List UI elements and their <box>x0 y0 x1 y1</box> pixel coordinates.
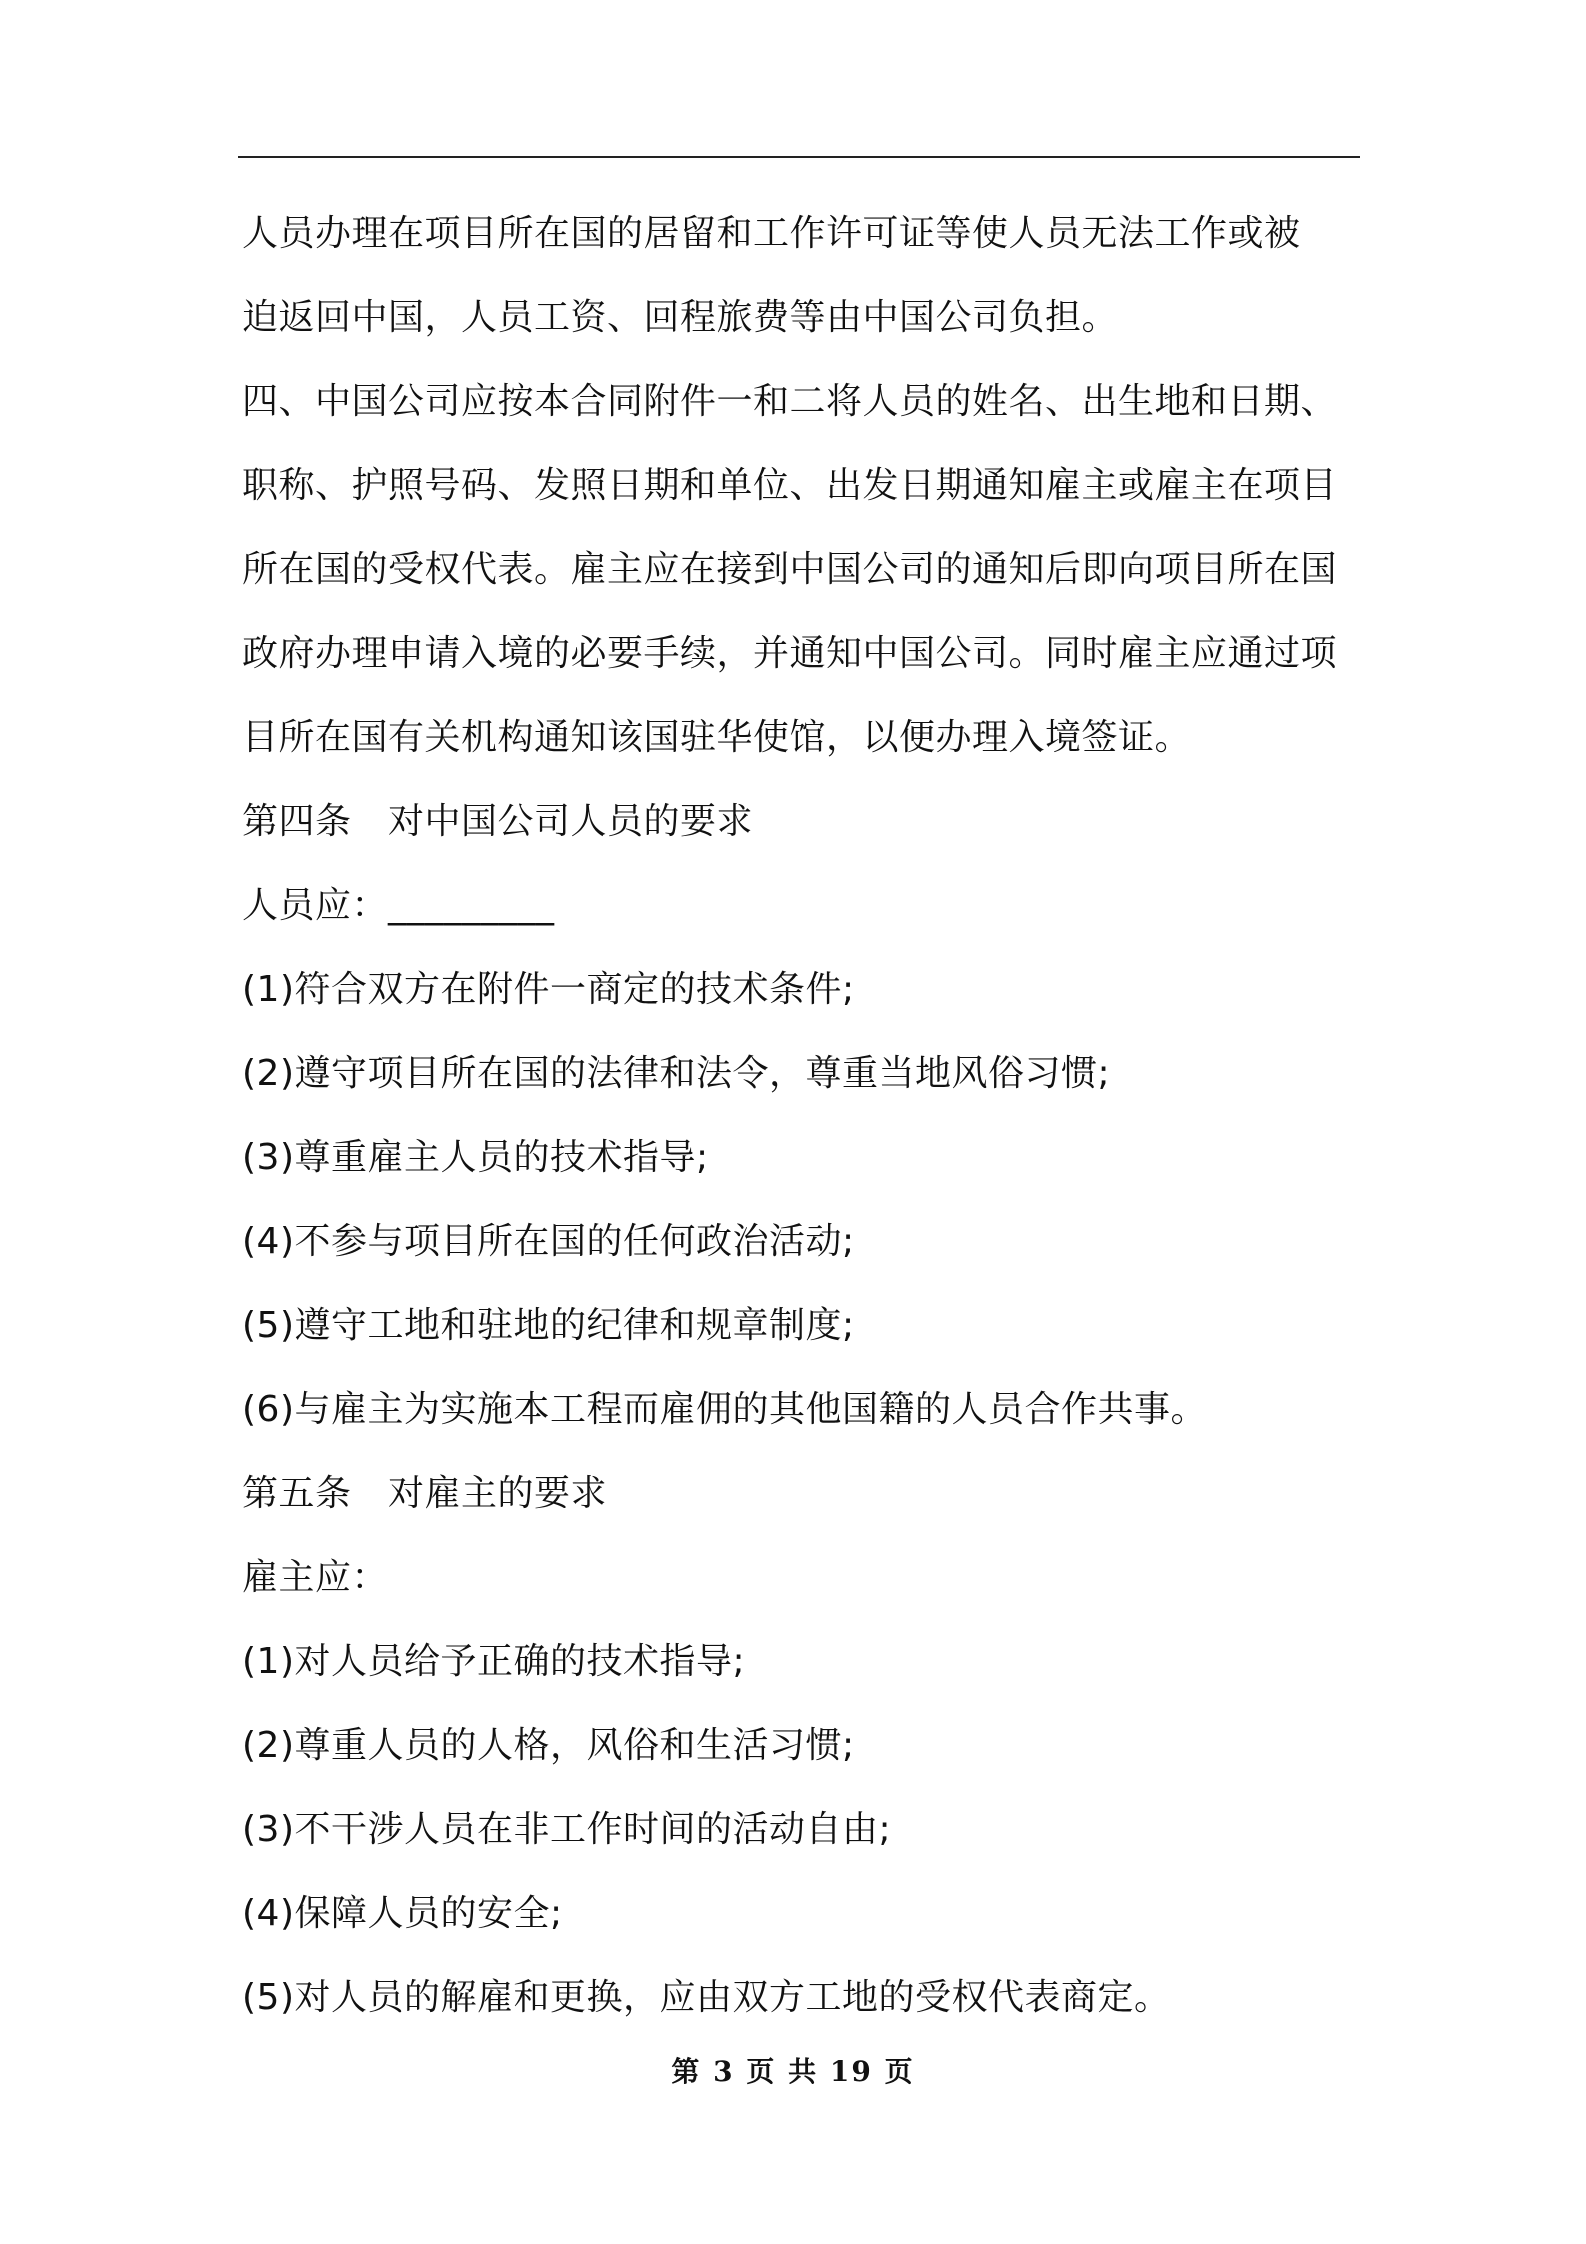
list-item: (1)符合双方在附件一商定的技术条件; <box>242 969 855 1010</box>
text-line: 人员应：_________ <box>242 885 555 926</box>
list-item: (2)遵守项目所在国的法律和法令，尊重当地风俗习惯; <box>242 1053 1111 1094</box>
header-rule <box>238 156 1360 158</box>
document-body <box>242 192 1362 2040</box>
text-line: 迫返回中国，人员工资、回程旅费等由中国公司负担。 <box>242 297 1119 338</box>
text-line: 雇主应： <box>242 1557 389 1598</box>
list-item: (1)对人员给予正确的技术指导; <box>242 1641 746 1682</box>
page-number: 第 3 页 共 19 页 <box>671 2055 915 2088</box>
list-item: (3)不干涉人员在非工作时间的活动自由; <box>242 1809 892 1850</box>
text-line: 所在国的受权代表。雇主应在接到中国公司的通知后即向项目所在国 <box>242 549 1338 590</box>
text-line: 政府办理申请入境的必要手续，并通知中国公司。同时雇主应通过项 <box>242 633 1338 674</box>
text-line: 人员办理在项目所在国的居留和工作许可证等使人员无法工作或被 <box>242 213 1301 254</box>
list-item: (4)保障人员的安全; <box>242 1893 563 1934</box>
section-heading: 第四条 对中国公司人员的要求 <box>242 801 754 842</box>
text-line: 职称、护照号码、发照日期和单位、出发日期通知雇主或雇主在项目 <box>242 465 1338 506</box>
text-line: 四、中国公司应按本合同附件一和二将人员的姓名、出生地和日期、 <box>242 381 1338 422</box>
section-heading: 第五条 对雇主的要求 <box>242 1473 608 1514</box>
list-item: (5)对人员的解雇和更换，应由双方工地的受权代表商定。 <box>242 1977 1171 2018</box>
list-item: (5)遵守工地和驻地的纪律和规章制度; <box>242 1305 855 1346</box>
list-item: (4)不参与项目所在国的任何政治活动; <box>242 1221 855 1262</box>
list-item: (6)与雇主为实施本工程而雇佣的其他国籍的人员合作共事。 <box>242 1389 1207 1430</box>
text-line: 目所在国有关机构通知该国驻华使馆，以便办理入境签证。 <box>242 717 1192 758</box>
list-item: (3)尊重雇主人员的技术指导; <box>242 1137 709 1178</box>
list-item: (2)尊重人员的人格，风俗和生活习惯; <box>242 1725 855 1766</box>
